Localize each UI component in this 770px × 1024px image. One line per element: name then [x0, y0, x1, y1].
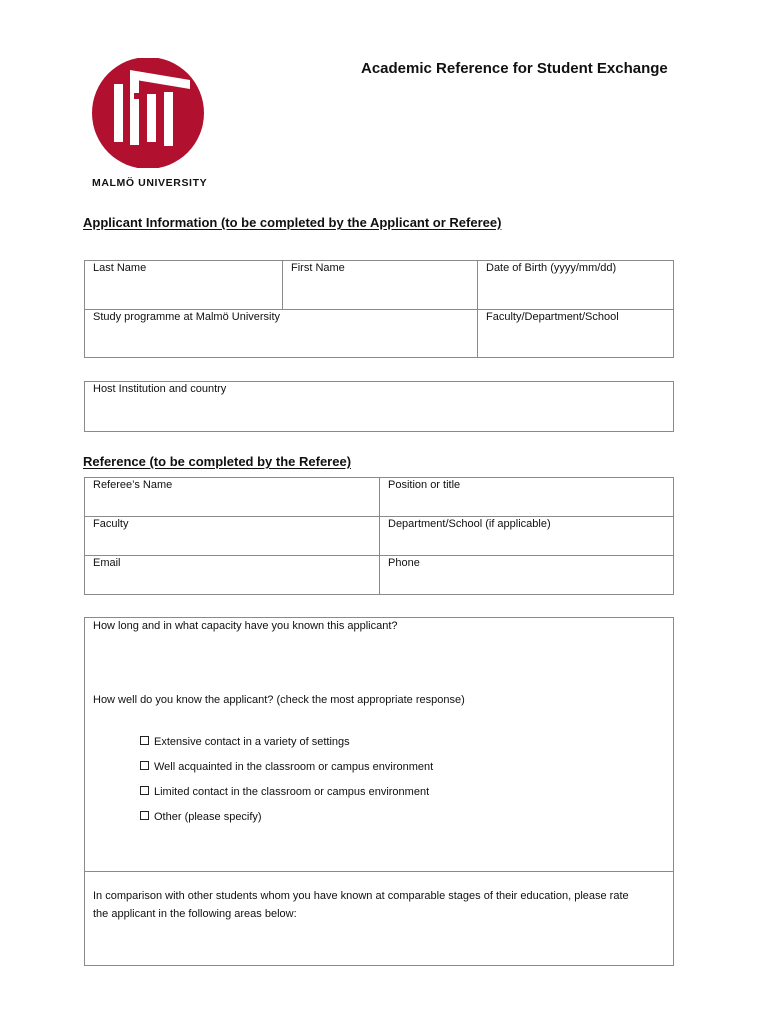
study-programme-field[interactable] — [85, 310, 478, 357]
study-programme-label: Study programme at Malmö University — [93, 311, 281, 323]
checkbox-icon[interactable] — [140, 736, 149, 745]
referee-faculty-label: Faculty — [93, 518, 129, 530]
referee-name-label: Referee’s Name — [93, 479, 173, 491]
checkbox-icon[interactable] — [140, 761, 149, 770]
first-name-label: First Name — [291, 262, 345, 274]
date-of-birth-label: Date of Birth (yyyy/mm/dd) — [486, 262, 617, 274]
referee-phone-field[interactable] — [380, 556, 673, 594]
comparison-text-line-1: In comparison with other students whom you have known at comparable stages of their education, please rate — [93, 890, 629, 902]
faculty-department-label: Faculty/Department/School — [486, 311, 619, 323]
host-institution-field[interactable] — [84, 381, 674, 432]
how-long-question: How long and in what capacity have you known this applicant? — [93, 620, 398, 632]
referee-info-table — [84, 477, 674, 595]
checkbox-icon[interactable] — [140, 811, 149, 820]
malmo-university-logo — [90, 58, 208, 168]
applicant-info-table — [84, 260, 674, 358]
position-title-label: Position or title — [388, 479, 461, 491]
referee-department-field[interactable] — [380, 517, 673, 556]
reference-section-heading: Reference (to be completed by the Referee) — [83, 454, 352, 469]
checkbox-icon[interactable] — [140, 786, 149, 795]
first-name-field[interactable] — [283, 261, 478, 310]
option-limited-contact[interactable] — [140, 786, 429, 798]
referee-faculty-field[interactable] — [85, 517, 380, 556]
host-institution-label: Host Institution and country — [93, 383, 227, 395]
referee-email-field[interactable] — [85, 556, 380, 594]
option-well-acquainted[interactable] — [140, 761, 433, 773]
faculty-department-field[interactable] — [478, 310, 673, 357]
option-label: Limited contact in the classroom or campus environment — [154, 786, 430, 798]
last-name-field[interactable] — [85, 261, 283, 310]
option-label: Well acquainted in the classroom or campus environment — [154, 761, 434, 773]
acquaintance-section — [85, 618, 673, 872]
questions-table — [84, 617, 674, 966]
last-name-label: Last Name — [93, 262, 147, 274]
date-of-birth-field[interactable] — [478, 261, 673, 310]
option-extensive-contact[interactable] — [140, 736, 350, 748]
option-label: Extensive contact in a variety of settings — [154, 736, 350, 748]
option-label: Other (please specify) — [154, 811, 262, 823]
comparison-section[interactable] — [85, 872, 673, 965]
document-title: Academic Reference for Student Exchange — [361, 60, 668, 77]
comparison-text-line-2: the applicant in the following areas below: — [93, 908, 297, 920]
referee-department-label: Department/School (if applicable) — [388, 518, 551, 530]
referee-phone-label: Phone — [388, 557, 420, 569]
how-well-question: How well do you know the applicant? (check the most appropriate response) — [93, 694, 465, 706]
logo-text: MALMÖ UNIVERSITY — [92, 177, 208, 189]
referee-email-label: Email — [93, 557, 121, 569]
option-other[interactable] — [140, 811, 262, 823]
position-title-field[interactable] — [380, 478, 673, 517]
referee-name-field[interactable] — [85, 478, 380, 517]
applicant-section-heading: Applicant Information (to be completed by the Applicant or Referee) — [83, 215, 502, 230]
logo-emblem-icon — [90, 58, 208, 168]
